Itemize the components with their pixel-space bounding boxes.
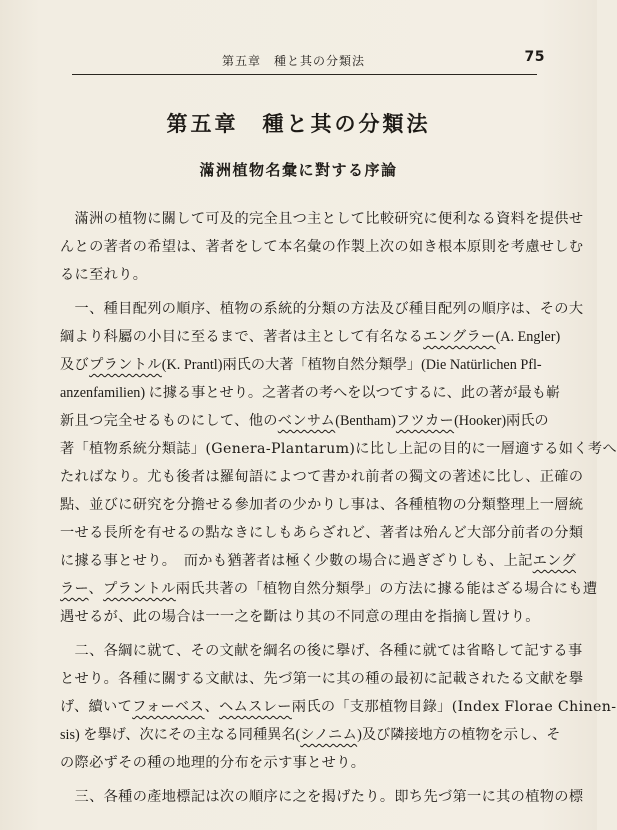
text-segment: 兩氏共著の「植物自然分類學」の方法に據る能はざる場合にも遭 [175,581,598,597]
text-line [60,435,617,463]
text-segment: 三、各種の產地標記は次の順序に之を揭げたり。即ち先づ第一に其の植物の標 [60,789,584,805]
transliterated-name: プラントル [89,357,162,373]
text-segment: 著「植物系統分類誌」(Genera-Plantarum)に比し上記の目的に一層適する如く考へ [60,441,617,457]
text-line [60,295,584,323]
text-segment: 兩氏の「支那植物目錄」(Index Florae Chinen- [291,699,617,715]
text-line [60,547,576,575]
text-segment: 綱より科屬の小目に至るまで、著者は主として有名なる [60,329,424,345]
text-segment: (Bentham) [335,413,396,429]
text-line [60,205,584,233]
text-segment: んとの著者の希望は、著者をして本名彙の作製上次の如き根本原則を考慮せしむ [60,239,584,255]
text-segment: 及び [60,357,90,373]
text-line [60,407,550,435]
transliterated-name: ベンサム [277,413,336,429]
transliterated-name: プラントル [103,581,176,597]
text-segment: 點、並びに研究を分擔せる參加者の少かりし事は、各種植物の分類整理上一層統 [60,497,584,513]
transliterated-name: ラー [60,581,89,597]
text-segment: 新且つ完全せるものにして、他の [60,413,278,429]
text-line [60,693,617,721]
text-line [60,519,584,547]
text-line [60,261,550,289]
page-number: 75 [524,49,545,65]
text-line [60,575,598,603]
text-segment: るに至れり。 [60,267,148,283]
text-segment: の際必ずその種の地理的分布を示す事とせり。 [60,755,366,771]
text-segment: (Hooker)兩氏の [454,413,549,429]
running-title: 第五章 種と其の分類法 [222,54,366,68]
text-line [60,463,584,491]
text-segment: sis) を擧げ、次にその主なる同種異名( [60,727,301,743]
chapter-title: 第五章 種と其の分類法 [166,112,431,136]
text-segment: anzenfamilien) に據る事とせり。之著者の考へを以つてするに、此の著が最も嶄 [60,385,561,401]
text-line [60,491,584,519]
transliterated-name: フォーベス [132,699,205,715]
text-line [60,637,583,665]
transliterated-name: ヘムスレー [219,699,292,715]
text-line [60,351,550,379]
text-line [60,379,561,407]
text-line [60,665,584,693]
text-segment: たればなり。尤も後者は羅甸語によつて書かれ前者の獨文の著述に比し、正確の [60,469,584,485]
transliterated-name: エングラー [423,329,496,345]
text-line [60,603,550,631]
running-header [72,46,545,75]
text-segment: (K. Prantl)兩氏の大著「植物自然分類學」(Die Natürlichen Pfl- [161,357,542,373]
transliterated-name: フツカー [395,413,455,429]
text-segment: とせり。各種に關する文献は、先づ第一に其の種の最初に記載されたる文献を擧 [60,671,584,687]
text-segment: 、 [204,699,220,715]
text-segment: に據る事とせり。 而かも猶著者は極く少數の場合に過ぎざりしも、上記 [60,553,533,569]
text-line [60,323,561,351]
text-segment: 一、種目配列の順序、植物の系統的分類の方法及び種目配列の順序は、その大 [60,301,584,317]
text-line [60,783,584,811]
text-line [60,749,550,777]
text-segment: 二、各綱に就て、その文献を綱名の後に擧げ、各種に就ては省略して記する事 [60,643,583,659]
text-segment: 遇せるが、此の場合は一一之を斷はり其の不同意の理由を指摘し置けり。 [60,609,540,625]
text-segment: 滿洲の植物に關して可及的完全且つ主として比較研究に便利なる資料を提供せ [60,211,584,227]
section-title: 滿洲植物名彙に對する序論 [199,161,398,179]
text-segment: 、 [88,581,104,597]
text-segment: )及び隣接地方の植物を示し、そ [357,727,561,743]
body-text [60,205,617,811]
transliterated-name: エング [532,553,576,569]
text-line [60,721,561,749]
text-line [60,233,584,261]
transliterated-name: シノニム [300,727,358,743]
text-segment: (A. Engler) [495,329,561,345]
text-segment: げ、續いて [60,699,133,715]
text-segment: 一せる長所を有せるの點なきにしもあらざれど、著者は殆んど大部分前者の分類 [60,525,584,541]
